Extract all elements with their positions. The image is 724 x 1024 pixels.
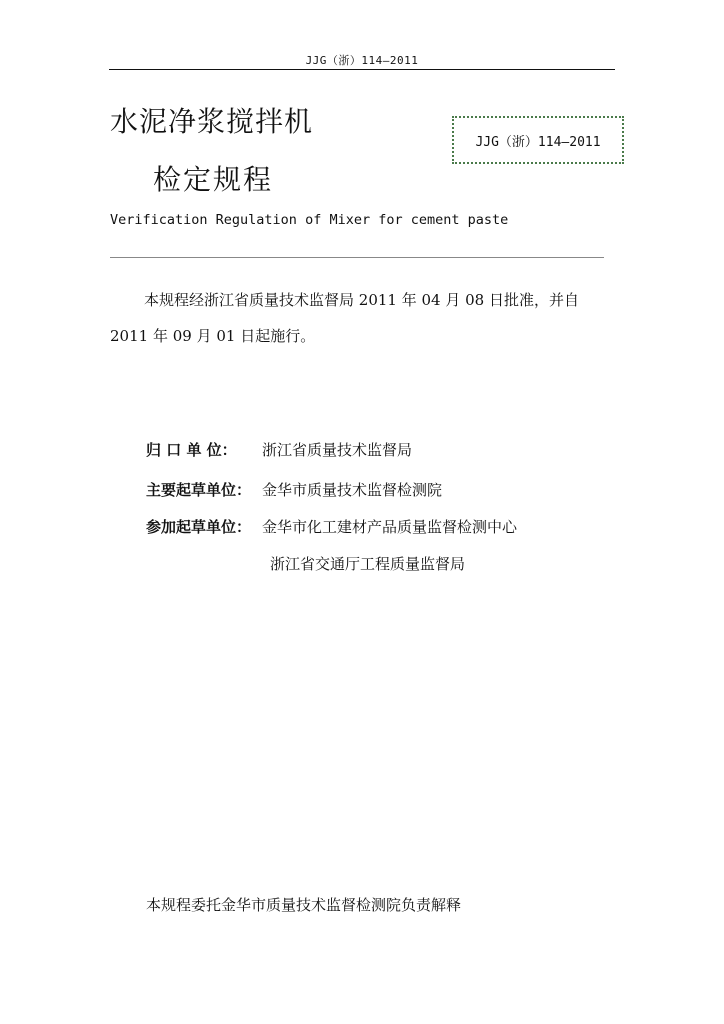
participating-drafter-row <box>146 516 517 537</box>
main-drafter-label: 主要起草单位： <box>146 481 252 499</box>
english-title-divider <box>110 257 604 258</box>
english-title: Verification Regulation of Mixer for cement paste <box>110 212 509 228</box>
interpretation-note: 本规程委托金华市质量技术监督检测院负责解释 <box>146 896 462 914</box>
approval-paragraph: 本规程经浙江省质量技术监督局 2011 年 04 月 08 日批准，并自 2011 年 09 月 01 日起施行。 <box>110 291 579 345</box>
main-drafter-value: 金华市质量技术监督检测院 <box>262 481 443 499</box>
responsible-unit-value: 浙江省质量技术监督局 <box>262 441 413 459</box>
regulation-code: JJG（浙）114—2011 <box>475 134 601 150</box>
participating-drafter-value-2: 浙江省交通厅工程质量监督局 <box>270 555 466 573</box>
running-header-code: JJG（浙）114—2011 <box>305 54 419 67</box>
participating-drafter-value-1: 金华市化工建材产品质量监督检测中心 <box>262 518 518 536</box>
document-title-line-1: 水泥净浆搅拌机 <box>110 105 314 138</box>
main-drafter-row <box>146 479 442 500</box>
responsible-unit-label: 归 口 单 位： <box>146 441 237 459</box>
participating-drafter-label: 参加起草单位： <box>146 518 252 536</box>
regulation-code-box <box>452 116 624 164</box>
responsible-unit-row <box>146 439 412 460</box>
header-divider <box>109 69 615 70</box>
document-title-line-2: 检定规程 <box>153 163 274 196</box>
